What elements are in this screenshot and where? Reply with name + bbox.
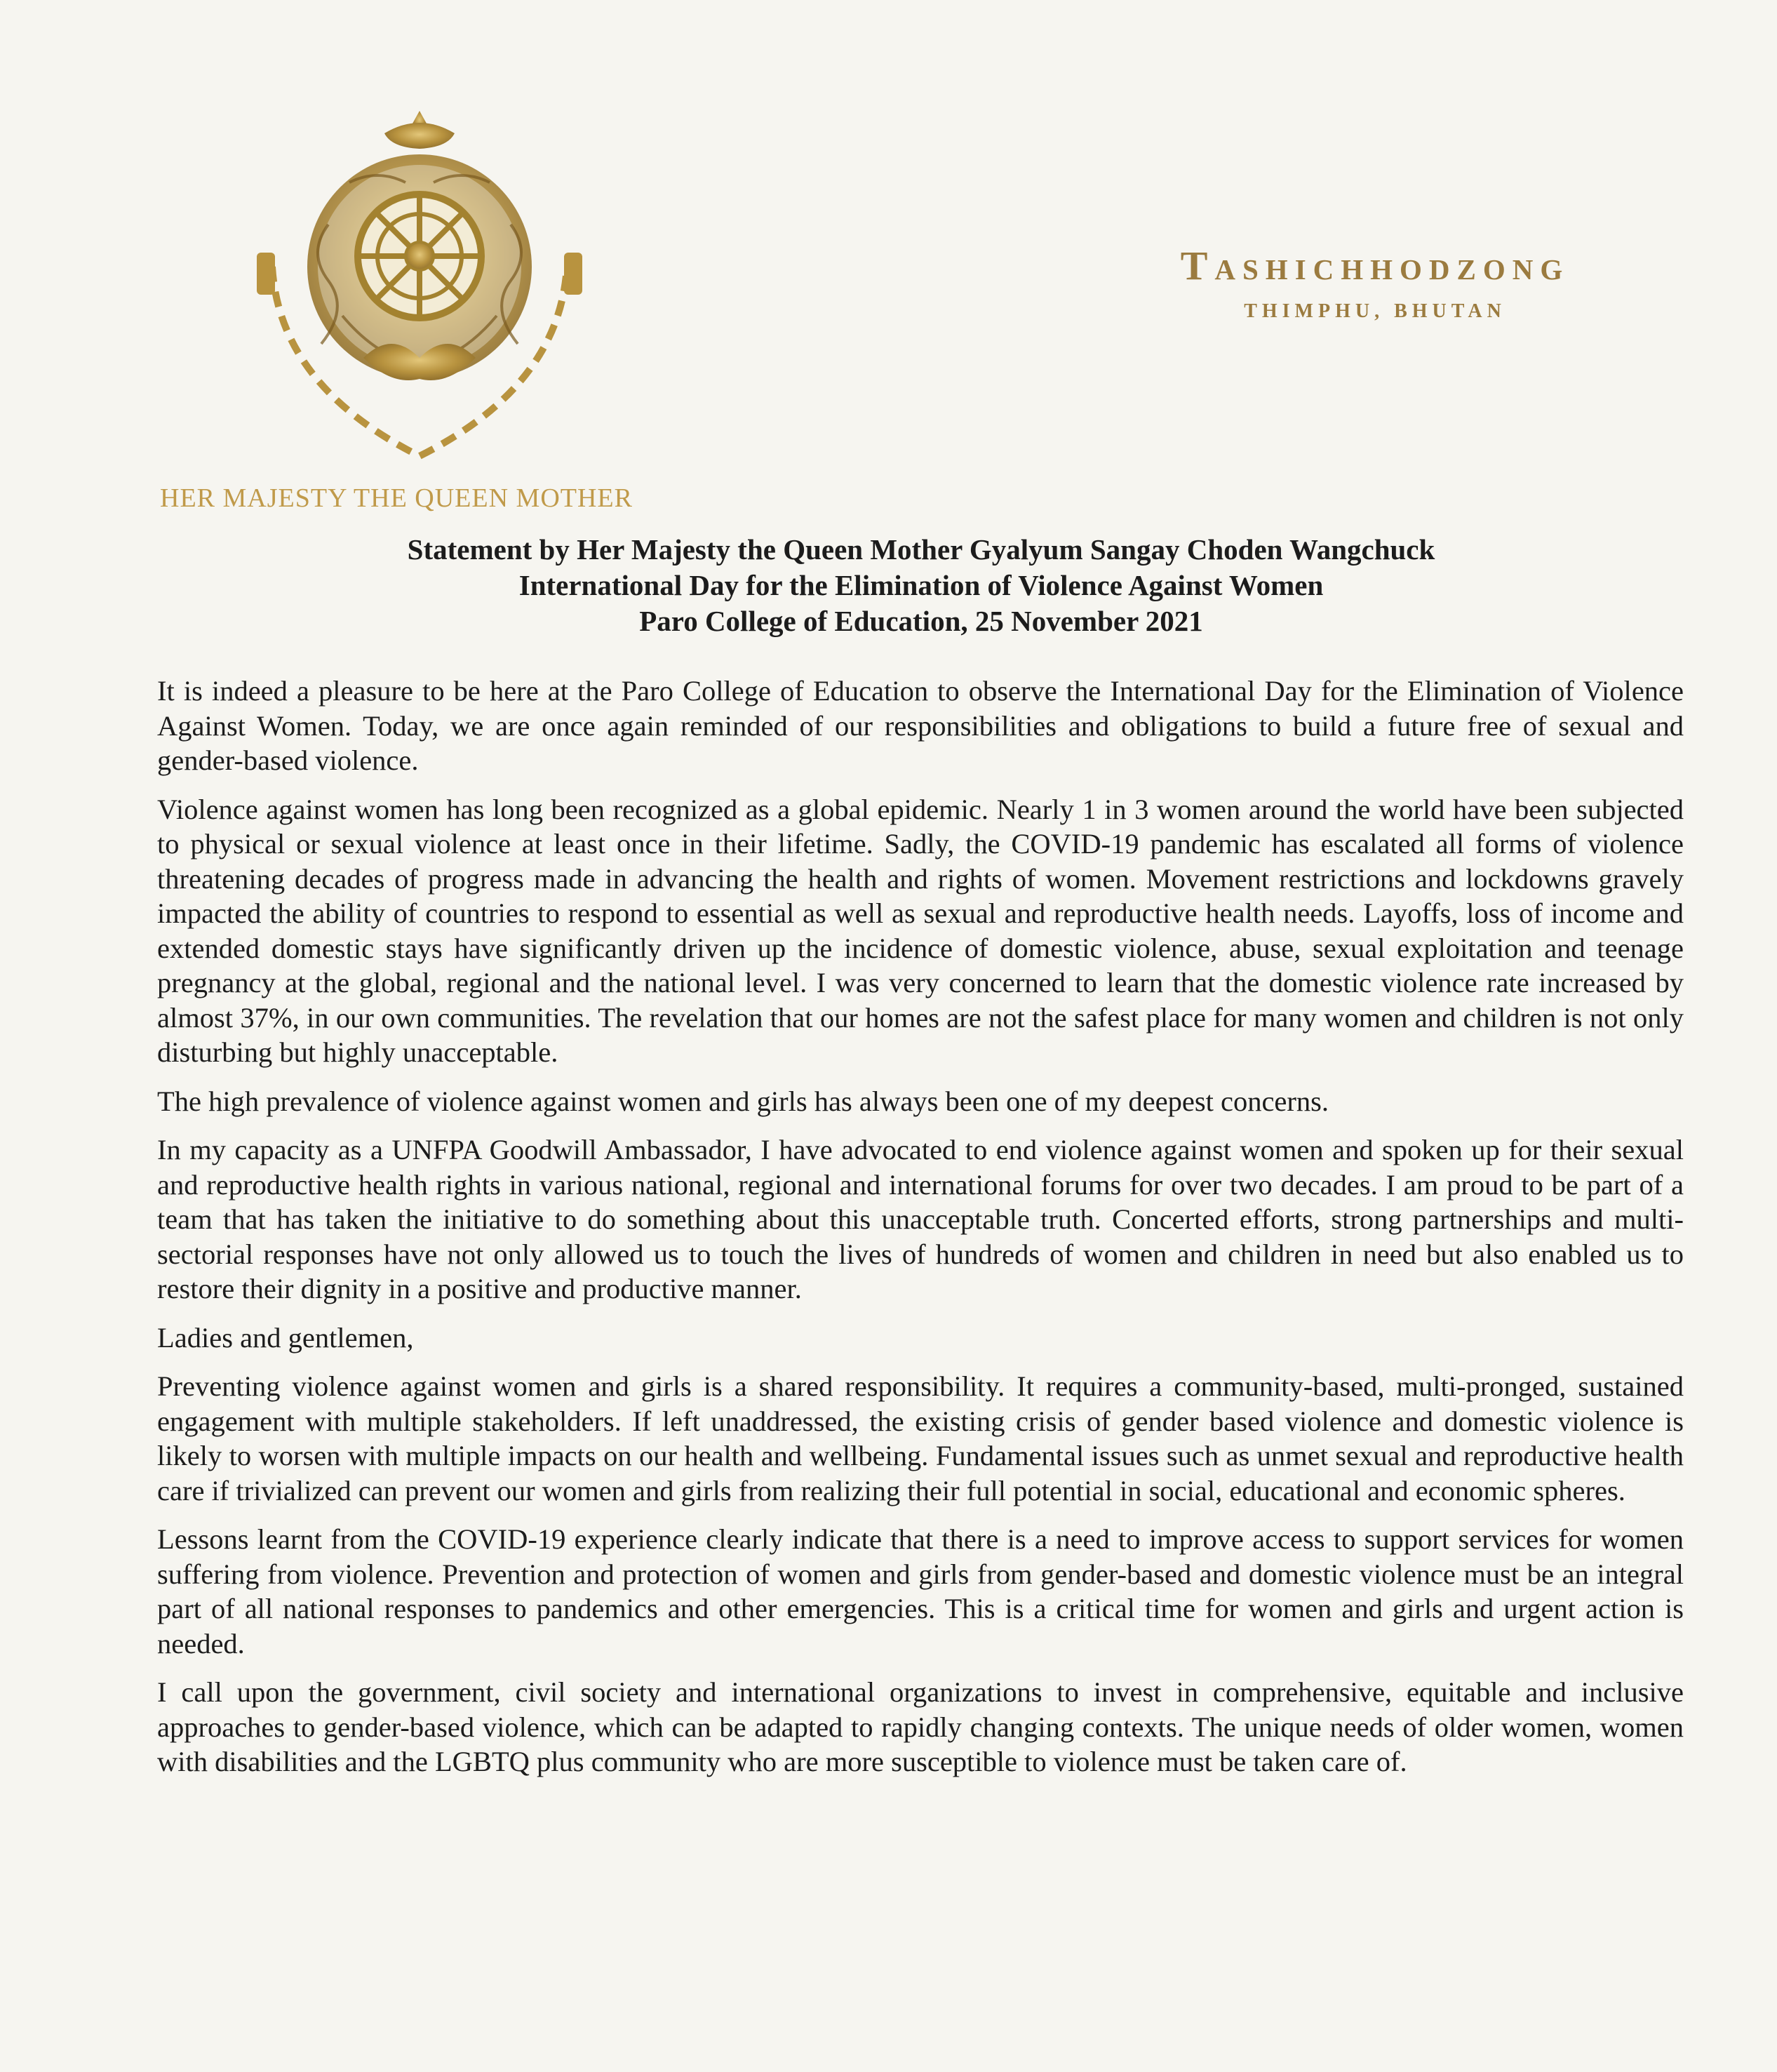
paragraph: It is indeed a pleasure to be here at the Paro College of Education to observe the International Day for the Elimination of Violence Against Women. Today, we are once again reminded of our responsibilities and obligations to build a future free of sexual and gender-based violence. — [157, 675, 1684, 776]
title-line-3: Paro College of Education, 25 November 2021 — [639, 605, 1203, 637]
paragraph: In my capacity as a UNFPA Goodwill Ambassador, I have advocated to end violence against women and spoken up for their sexual and reproductive health rights in various national, regional and international forums for over two decades. I am proud to be part of a team that has taken the initiative to do something about this unacceptable truth. Concerted efforts, strong partnerships and multi-sectorial responses have not only allowed us to touch the lives of hundreds of women and children in need but also enabled us to restore their dignity in a positive and productive manner. — [157, 1134, 1684, 1304]
letterhead-place: Tashichhodzong — [1180, 243, 1570, 288]
title-line-2: International Day for the Elimination of Violence Against Women — [518, 569, 1324, 601]
statement-body — [157, 674, 1684, 1793]
statement-title — [160, 532, 1682, 639]
paragraph: I call upon the government, civil society and international organizations to invest in comprehensive, equitable and inclusive approaches to gender-based violence, which can be adapted to rapidly changing contexts. The unique needs of older women, women with disabilities and the LGBTQ plus community who are more susceptible to violence must be taken care of. — [157, 1676, 1684, 1777]
royal-caption: HER MAJESTY THE QUEEN MOTHER — [160, 483, 633, 513]
paragraph: Lessons learnt from the COVID-19 experience clearly indicate that there is a need to improve access to support services for women suffering from violence. Prevention and protection of women and girls from gender-based and domestic violence must be an integral part of all national responses to pandemics and other emergencies. This is a critical time for women and girls and urgent action is needed. — [157, 1523, 1684, 1659]
royal-emblem-icon — [223, 105, 616, 484]
title-line-1: Statement by Her Majesty the Queen Mother Gyalyum Sangay Choden Wangchuck — [407, 533, 1435, 566]
paragraph: Violence against women has long been recognized as a global epidemic. Nearly 1 in 3 women around the world have been subjected to physical or sexual violence at least once in their lifetime. Sadly, the COVID-19 pandemic has escalated all forms of violence threatening decades of progress made in advancing the health and rights of women. Movement restrictions and lockdowns gravely impacted the ability of countries to respond to essential as well as sexual and reproductive health needs. Layoffs, loss of income and extended domestic stays have significantly driven up the incidence of domestic violence, abuse, sexual exploitation and teenage pregnancy at the global, regional and the national level. I was very concerned to learn that the domestic violence rate increased by almost 37%, in our own communities. The revelation that our homes are not the safest place for many women and children is not only disturbing but highly unacceptable. — [157, 793, 1684, 1068]
paragraph: The high prevalence of violence against women and girls has always been one of my deepest concerns. — [157, 1085, 1329, 1117]
paragraph: Preventing violence against women and girls is a shared responsibility. It requires a community-based, multi-pronged, sustained engagement with multiple stakeholders. If left unaddressed, the existing crisis of gender based violence and domestic violence is likely to worsen with multiple impacts on our health and wellbeing. Fundamental issues such as unmet sexual and reproductive health care if trivialized can prevent our women and girls from realizing their full potential in social, educational and economic spheres. — [157, 1370, 1684, 1506]
paragraph: Ladies and gentlemen, — [157, 1321, 414, 1354]
letterhead-address — [1094, 242, 1656, 323]
letterhead-city: THIMPHU, BHUTAN — [1244, 300, 1506, 322]
